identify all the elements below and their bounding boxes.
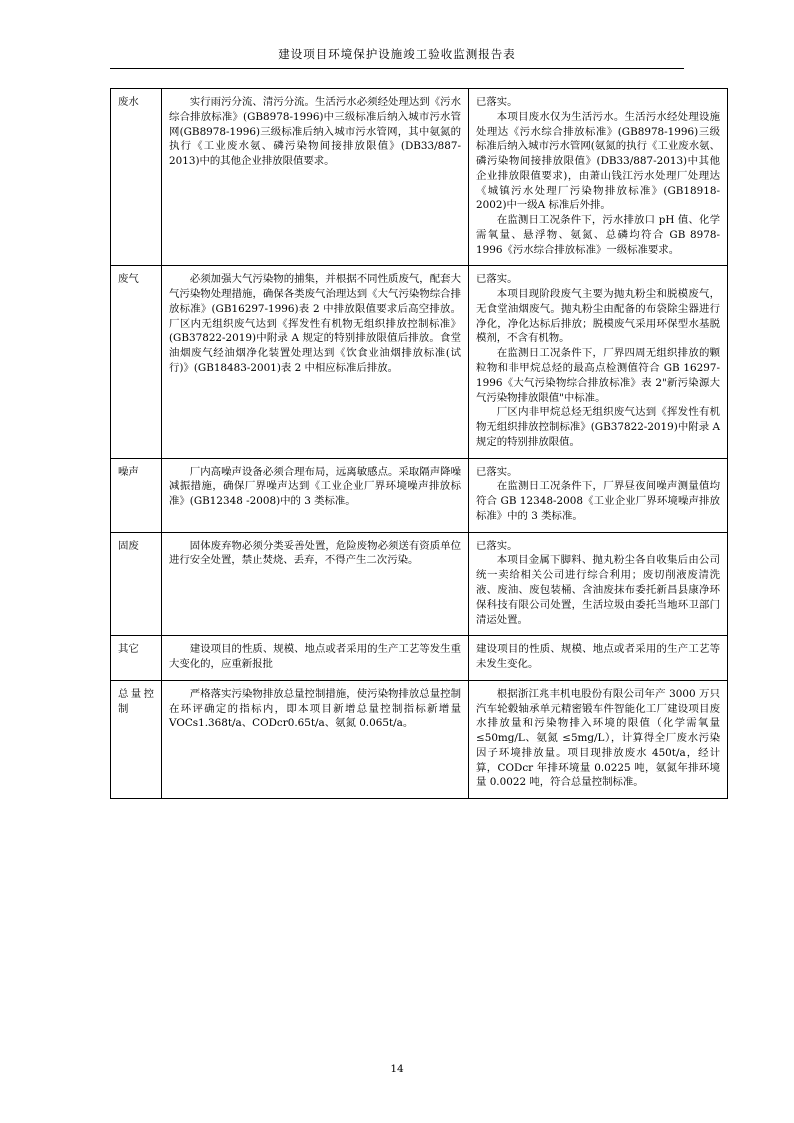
- result-paragraph: 厂区内非甲烷总烃无组织废气达到《挥发性有机物无组织排放控制标准》(GB37822-2019)中附录 A 规定的特别排放限值。: [476, 406, 720, 448]
- requirement-paragraph: 建设项目的性质、规模、地点或者采用的生产工艺等发生重大变化的，应重新报批: [169, 643, 461, 671]
- table-row: [111, 458, 728, 532]
- table-body: [111, 89, 728, 799]
- table-row: [111, 532, 728, 636]
- table-row: [111, 266, 728, 458]
- row-label-total-control: 总量控制: [111, 680, 162, 798]
- row-label-other: 其它: [111, 636, 162, 681]
- table-row: [111, 636, 728, 681]
- row-label-waste-gas: 废气: [111, 266, 162, 458]
- row-requirement-waste-gas: [162, 266, 469, 458]
- result-paragraph: 本项目金属下脚料、抛丸粉尘各自收集后由公司统一卖给相关公司进行综合利用；废切削液废清洗液、废油、废包装桶、含油废抹布委托新昌县康净环保科技有限公司处置，生活垃圾由委托当地环卫部门清运处置。: [476, 554, 720, 626]
- acceptance-table-container: [110, 88, 720, 799]
- result-paragraph: 已落实。: [476, 96, 518, 108]
- row-result-wastewater: [469, 89, 728, 266]
- row-requirement-other: [162, 636, 469, 681]
- row-requirement-noise: [162, 458, 469, 532]
- table-row: [111, 680, 728, 798]
- result-paragraph: 已落实。: [476, 273, 518, 286]
- result-paragraph: 在监测日工况条件下，厂界四周无组织排放的颗粒物和非甲烷总烃的最高点检测值符合 GB 16297-1996《大气污染物综合排放标准》表 2"新污染源大气污染物排放限值"中标准。: [476, 347, 720, 404]
- row-result-total-control: [469, 680, 728, 798]
- row-label-wastewater: 废水: [111, 89, 162, 266]
- row-requirement-total-control: [162, 680, 469, 798]
- row-result-noise: [469, 458, 728, 532]
- result-paragraph: 已落实。: [476, 465, 518, 478]
- acceptance-table: [110, 88, 728, 799]
- result-paragraph: 在监测日工况条件下，污水排放口 pH 值、化学需氧量、悬浮物、氨氮、总磷均符合 GB 8978-1996《污水综合排放标准》一级标准要求。: [476, 214, 720, 256]
- row-requirement-solid-waste: [162, 532, 469, 636]
- requirement-paragraph: 厂内高噪声设备必须合理布局，远离敏感点。采取隔声降噪减振措施，确保厂界噪声达到《工业企业厂界环境噪声排放标准》(GB12348 -2008)中的 3 类标准。: [169, 465, 461, 508]
- result-paragraph: 根据浙江兆丰机电股份有限公司年产 3000 万只汽车轮毂轴承单元精密锻车件智能化工厂建设项目废水排放量和污染物排入环境的限值（化学需氧量 ≤50mg/L、氨氮 ≤5mg/L），计算得全厂废水污染因子环境排放量。项目现排放废水 450t/a，经计算，CODcr 年排环境量 0.0225 吨，氨氮年排环境量 0.0022 吨，符合总量控制标准。: [476, 687, 720, 789]
- result-paragraph: 本项目现阶段废气主要为抛丸粉尘和脱模废气，无食堂油烟废气。抛丸粉尘由配备的布袋除尘器进行净化，净化达标后排放；脱模废气采用环保型水基脱模剂，不含有机物。: [476, 288, 720, 345]
- requirement-paragraph: 严格落实污染物排放总量控制措施，使污染物排放总量控制在环评确定的指标内，即本项目新增总量控制指标新增量 VOCs1.368t/a、CODcr0.65t/a、氨氮 0.065t/a。: [169, 687, 461, 730]
- page-number: 14: [390, 1063, 404, 1075]
- result-paragraph: 已落实。: [476, 539, 518, 552]
- result-paragraph: 建设项目的性质、规模、地点或者采用的生产工艺等未发生变化。: [476, 643, 720, 671]
- row-requirement-wastewater: [162, 89, 469, 266]
- requirement-paragraph: 必须加强大气污染物的捕集，并根据不同性质废气，配套大气污染物处理措施，确保各类废气治理达到《大气污染物综合排放标准》(GB16297-1996)表 2 中排放限值要求后高空排放。厂区内无组织废气达到《挥发性有机物无组织排放控制标准》(GB37822-2019)中附录 A 规定的特别排放限值后排放。食堂油烟废气经油烟净化装置处理达到《饮食业油烟排放标准(试行)》(GB18483-2001)表 2 中相应标准后排放。: [169, 273, 461, 375]
- requirement-paragraph: 实行雨污分流、清污分流。生活污水必须经处理达到《污水综合排放标准》(GB8978-1996)中三级标准后纳入城市污水管网(GB8978-1996)三级标准后纳入城市污水管网，其中氨氮的执行《工业废水氨、磷污染物间接排放限值》(DB33/887-2013)中的其他企业排放限值要求。: [169, 96, 461, 168]
- row-label-noise: 噪声: [111, 458, 162, 532]
- requirement-paragraph: 固体废弃物必须分类妥善处置，危险废物必须送有资质单位进行安全处置，禁止焚烧、丢弃，不得产生二次污染。: [169, 539, 461, 567]
- table-row: [111, 89, 728, 266]
- row-result-waste-gas: [469, 266, 728, 458]
- header-divider: [110, 68, 684, 69]
- page-header: 建设项目环境保护设施竣工验收监测报告表: [278, 47, 516, 61]
- row-label-solid-waste: 固废: [111, 532, 162, 636]
- row-result-other: [469, 636, 728, 681]
- row-result-solid-waste: [469, 532, 728, 636]
- result-paragraph: 本项目废水仅为生活污水。生活污水经处理设施处理达《污水综合排放标准》(GB8978-1996)三级标准后纳入城市污水管网(氨氮的执行《工业废水氨、磷污染物间接排放限值》(DB33/887-2013)中其他企业排放限值要求)，由萧山钱江污水处理厂处理达《城镇污水处理厂污染物排放标准》(GB18918-2002)中一级A 标准后外排。: [476, 110, 720, 212]
- result-paragraph: 在监测日工况条件下，厂界昼夜间噪声测量值均符合 GB 12348-2008《工业企业厂界环境噪声排放标准》中的 3 类标准。: [476, 480, 720, 522]
